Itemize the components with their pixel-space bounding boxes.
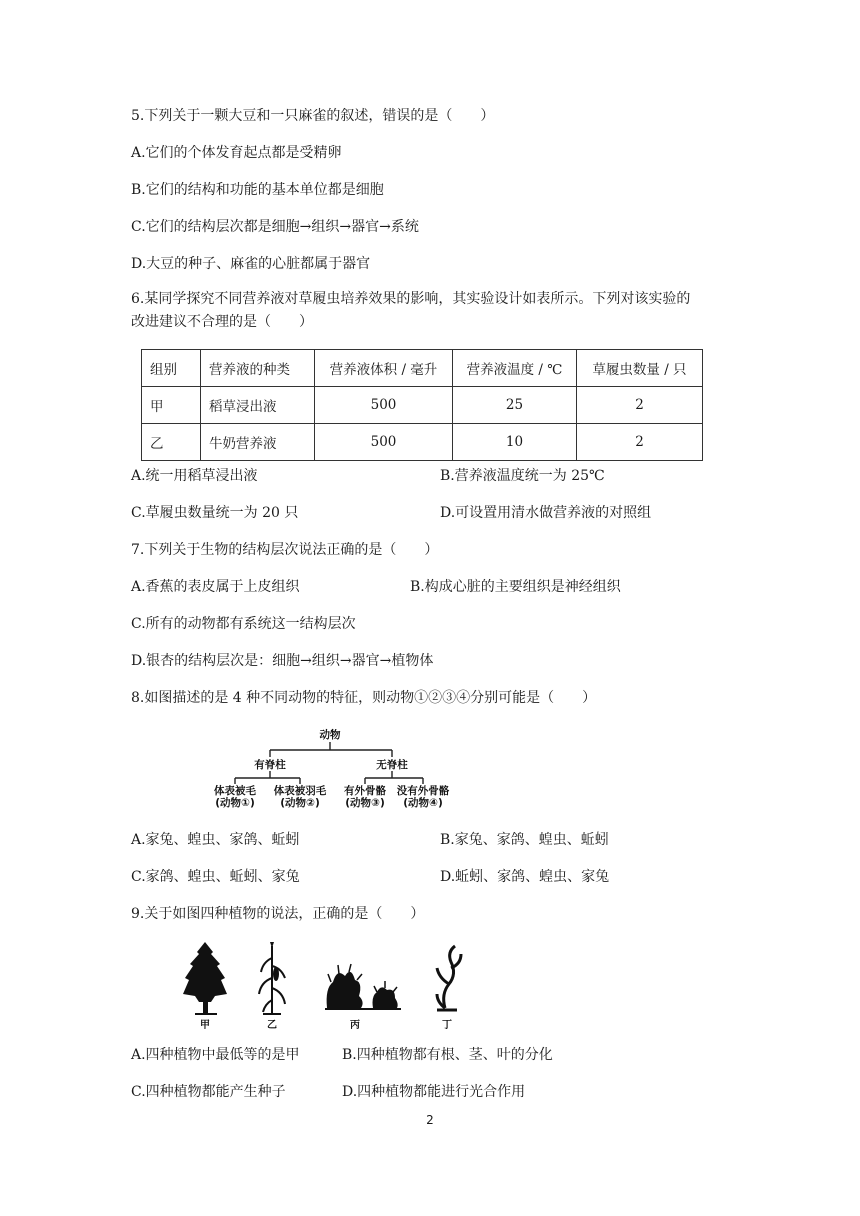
table-header: 草履虫数量 / 只	[577, 350, 703, 387]
table-header-row	[142, 350, 703, 387]
q6-experiment-table	[141, 349, 703, 461]
diagram-leaf-4-sub: (动物④)	[403, 797, 443, 809]
fern-icon	[437, 946, 461, 1010]
table-header: 营养液温度 / ℃	[453, 350, 577, 387]
q5-option-d: D.大豆的种子、麻雀的心脏都属于器官	[131, 256, 371, 272]
table-row	[142, 424, 703, 461]
q5-option-c: C.它们的结构层次都是细胞→组织→器官→系统	[131, 219, 419, 235]
q8-option-c: C.家鸽、蝗虫、蚯蚓、家兔	[131, 869, 300, 885]
table-cell: 10	[453, 424, 577, 461]
plant-label-jia: 甲	[200, 1020, 210, 1031]
table-cell: 稻草浸出液	[201, 387, 315, 424]
q6-stem-line2: 改进建议不合理的是（ ）	[131, 314, 313, 330]
q8-option-a: A.家兔、蝗虫、家鸽、蚯蚓	[131, 832, 300, 848]
page-number: 2	[426, 1113, 434, 1127]
q7-stem: 7.下列关于生物的结构层次说法正确的是（ ）	[131, 542, 439, 558]
q9-stem: 9.关于如图四种植物的说法，正确的是（ ）	[131, 906, 425, 922]
q9-plants-figure	[175, 938, 485, 1033]
table-header: 组别	[142, 350, 201, 387]
q8-option-d: D.蚯蚓、家鸽、蝗虫、家兔	[440, 869, 610, 885]
table-cell: 2	[577, 424, 703, 461]
table-cell: 牛奶营养液	[201, 424, 315, 461]
diagram-root: 动物	[319, 729, 341, 741]
q7-option-b: B.构成心脏的主要组织是神经组织	[410, 579, 621, 595]
diagram-leaf-2: 体表被羽毛	[273, 785, 327, 797]
diagram-leaf-2-sub: (动物②)	[280, 797, 320, 809]
diagram-leaf-1-sub: (动物①)	[215, 797, 255, 809]
table-cell: 2	[577, 387, 703, 424]
table-cell: 乙	[142, 424, 201, 461]
diagram-leaf-4: 没有外骨骼	[396, 785, 450, 797]
table-row	[142, 387, 703, 424]
q7-option-d: D.银杏的结构层次是：细胞→组织→器官→植物体	[131, 653, 434, 669]
q5-stem: 5.下列关于一颗大豆和一只麻雀的叙述，错误的是（ ）	[131, 108, 495, 124]
table-cell: 25	[453, 387, 577, 424]
diagram-invertebrate: 无脊柱	[376, 759, 408, 771]
tree-icon	[183, 942, 227, 1015]
q6-option-c: C.草履虫数量统一为 20 只	[131, 505, 299, 521]
table-cell: 500	[315, 387, 453, 424]
corn-plant-icon	[259, 946, 285, 1014]
q5-option-b: B.它们的结构和功能的基本单位都是细胞	[131, 182, 384, 198]
q6-stem-line1: 6.某同学探究不同营养液对草履虫培养效果的影响，其实验设计如表所示。下列对该实验的	[131, 291, 691, 307]
diagram-leaf-1: 体表被毛	[214, 785, 256, 797]
q7-option-a: A.香蕉的表皮属于上皮组织	[131, 579, 300, 595]
q8-classification-diagram	[205, 726, 465, 812]
q5-option-a: A.它们的个体发育起点都是受精卵	[131, 145, 342, 161]
plant-label-bing: 丙	[350, 1020, 360, 1031]
moss-icon	[325, 964, 401, 1010]
table-cell: 甲	[142, 387, 201, 424]
q6-option-b: B.营养液温度统一为 25℃	[440, 468, 605, 484]
diagram-vertebrate: 有脊柱	[254, 759, 286, 771]
q9-option-c: C.四种植物都能产生种子	[131, 1084, 286, 1100]
plant-label-yi: 乙	[267, 1020, 277, 1031]
q7-option-c: C.所有的动物都有系统这一结构层次	[131, 616, 356, 632]
q9-option-b: B.四种植物都有根、茎、叶的分化	[342, 1047, 553, 1063]
q6-option-a: A.统一用稻草浸出液	[131, 468, 258, 484]
table-header: 营养液体积 / 毫升	[315, 350, 453, 387]
plant-label-ding: 丁	[442, 1020, 452, 1031]
diagram-leaf-3: 有外骨骼	[344, 785, 386, 797]
diagram-leaf-3-sub: (动物③)	[345, 797, 385, 809]
q9-option-a: A.四种植物中最低等的是甲	[131, 1047, 300, 1063]
table-cell: 500	[315, 424, 453, 461]
q8-option-b: B.家兔、家鸽、蝗虫、蚯蚓	[440, 832, 609, 848]
q9-option-d: D.四种植物都能进行光合作用	[342, 1084, 526, 1100]
q6-option-d: D.可设置用清水做营养液的对照组	[440, 505, 652, 521]
table-header: 营养液的种类	[201, 350, 315, 387]
q8-stem: 8.如图描述的是 4 种不同动物的特征，则动物①②③④分别可能是（ ）	[131, 690, 597, 706]
